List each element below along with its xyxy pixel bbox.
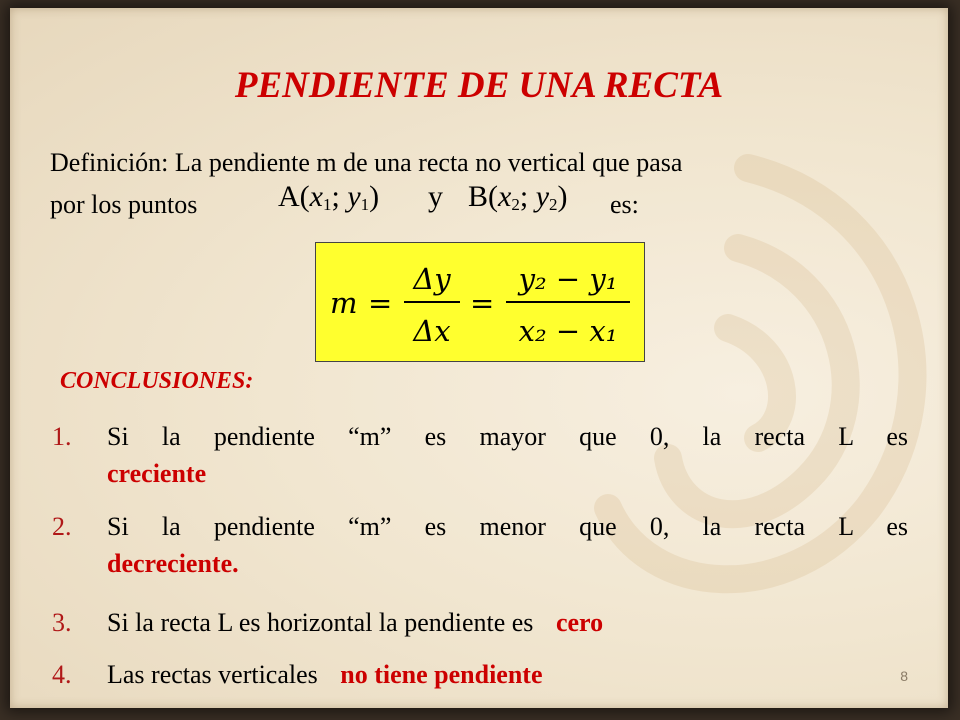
point-b-x: x bbox=[498, 180, 512, 213]
conclusion-line bbox=[107, 604, 908, 641]
conclusion-highlight: cero bbox=[555, 608, 604, 637]
formula-y-diff: y₂ − y₁ bbox=[518, 262, 618, 296]
slope-formula bbox=[316, 243, 644, 361]
point-a-y: y bbox=[347, 180, 361, 213]
conclusion-highlight: no tiene pendiente bbox=[340, 660, 543, 689]
points-connector: y bbox=[428, 180, 443, 213]
formula-x-diff: x₂ − x₁ bbox=[518, 314, 618, 348]
conclusion-text: Si la pendiente “m” es mayor que 0, la recta L es bbox=[107, 422, 908, 451]
conclusion-number: 2. bbox=[52, 512, 72, 541]
point-a-name: A bbox=[278, 180, 300, 213]
point-b-x-sub: 2 bbox=[511, 195, 520, 214]
point-a: $A(x_1$; $y_1$) bbox=[278, 180, 380, 214]
definition-prefix: por los puntos bbox=[50, 190, 198, 219]
conclusion-number: 4. bbox=[52, 660, 72, 689]
page-number: 8 bbox=[900, 668, 908, 684]
conclusion-line bbox=[107, 656, 908, 693]
slope-formula-box bbox=[315, 242, 645, 362]
conclusions-heading: CONCLUSIONES: bbox=[60, 368, 254, 394]
conclusion-item-4 bbox=[52, 656, 908, 693]
point-b-name: B bbox=[468, 180, 489, 213]
point-b-y-sub: 2 bbox=[549, 195, 558, 214]
point-a-x-sub: 1 bbox=[323, 195, 332, 214]
point-b: $B(x_2$; $y_2$) bbox=[468, 180, 568, 214]
page-title: PENDIENTE DE UNA RECTA bbox=[234, 65, 724, 106]
formula-delta-y: Δy bbox=[413, 262, 451, 296]
definition-line-1: Definición: La pendiente m de una recta no vertical que pasa bbox=[50, 148, 683, 177]
formula-equals-1: = bbox=[368, 286, 393, 320]
conclusion-item-1 bbox=[52, 418, 908, 492]
formula-equals-2: = bbox=[470, 286, 495, 320]
conclusion-number: 1. bbox=[52, 422, 72, 451]
slide bbox=[10, 8, 948, 708]
conclusion-highlight: decreciente. bbox=[107, 549, 239, 578]
conclusion-text: Si la recta L es horizontal la pendiente es bbox=[107, 608, 534, 637]
point-a-x: x bbox=[309, 180, 323, 213]
definition-suffix: es: bbox=[610, 190, 639, 219]
conclusion-highlight: creciente bbox=[107, 459, 207, 488]
conclusion-number: 3. bbox=[52, 608, 72, 637]
conclusion-text: Si la pendiente “m” es menor que 0, la recta L es bbox=[107, 512, 908, 541]
point-b-y: y bbox=[535, 180, 550, 213]
formula-m: m bbox=[330, 286, 358, 320]
formula-delta-x: Δx bbox=[413, 314, 451, 348]
conclusion-item-2 bbox=[52, 508, 908, 582]
conclusion-text: Las rectas verticales bbox=[107, 660, 318, 689]
point-a-y-sub: 1 bbox=[360, 195, 370, 214]
conclusion-item-3 bbox=[52, 604, 908, 641]
